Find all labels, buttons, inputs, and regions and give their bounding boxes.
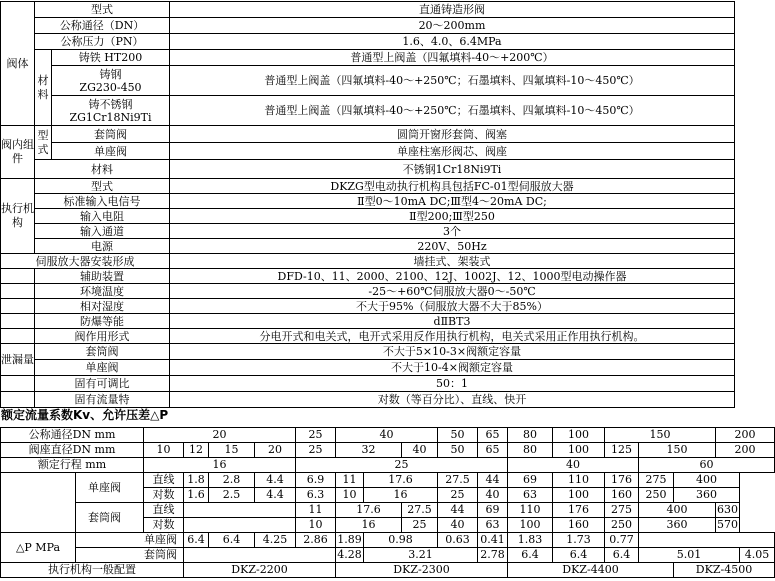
spec-value: 圆筒开窗形套筒、阀塞 <box>170 126 735 143</box>
dp-cell: 1.89 <box>337 533 362 546</box>
spec-value: 单座柱塞形阀芯、阀座 <box>170 143 735 160</box>
sub-type: 型式 <box>35 126 52 160</box>
kv-cell: 27.5 <box>438 473 478 488</box>
blank-cell <box>1 284 35 299</box>
blank-cell <box>1 299 35 314</box>
dp-cell: 1.73 <box>553 533 605 548</box>
blank-cell <box>1 376 35 392</box>
spec-item: 材料 <box>35 160 170 179</box>
seat-cell: 50 <box>438 443 478 458</box>
spec-value: -25～+60℃伺服放大器0～-50℃ <box>170 284 735 299</box>
blank-cell <box>184 518 296 533</box>
spec-table <box>0 1 735 408</box>
seat-cell: 150 <box>639 443 716 458</box>
dp-cell: 0.98 <box>364 533 438 548</box>
kv-cell: 2.5 <box>209 488 255 503</box>
stroke-cell: 25 <box>296 458 508 473</box>
seat-cell: 15 <box>209 443 255 458</box>
flow-section-title: 额定流量系数Kv、允许压差△P <box>1 408 169 422</box>
dn-cell: 80 <box>508 428 553 443</box>
linear-label: 直线 <box>144 503 184 518</box>
single-seat-label: 单座阀 <box>76 473 144 503</box>
group-leakage: 泄漏量 <box>1 344 35 376</box>
stroke-label: 额定行程 mm <box>1 458 144 473</box>
kv-cell: 1.8 <box>184 473 209 488</box>
spec-value: 分电开式和电关式，电开式采用反作用执行机构，电关式采用正作用执行机构。 <box>170 329 735 344</box>
dp-cell: 5.01 <box>639 548 740 563</box>
dp-cell: 4.25 <box>255 533 296 548</box>
spec-value: Ⅱ型200;Ⅲ型250 <box>170 209 735 224</box>
kv-cell: 16 <box>364 488 438 503</box>
spec-value: 不锈钢1Cr18Ni9Ti <box>170 160 735 179</box>
spec-item: 套筒阀 <box>35 344 170 360</box>
kv-cell: 25 <box>402 518 438 533</box>
kv-cell: 69 <box>508 473 553 488</box>
kv-cell: 6.9 <box>296 473 336 488</box>
spec-item: 环境温度 <box>35 284 170 299</box>
dp-cell: 6.4 <box>508 548 553 563</box>
kv-cell: 16 <box>336 518 402 533</box>
dp-label: △P MPa <box>1 533 76 563</box>
seat-cell: 12 <box>184 443 209 458</box>
dp-cell: 6.4 <box>553 548 605 563</box>
linear-label: 直线 <box>144 473 184 488</box>
kv-cell: 100 <box>508 518 553 533</box>
seat-cell: 65 <box>478 443 508 458</box>
kv-cell: 1.6 <box>184 488 209 503</box>
dn-cell: 100 <box>553 428 605 443</box>
stroke-cell: 16 <box>144 458 296 473</box>
actuator-cell: DKZ-2200 <box>184 563 336 578</box>
spec-value: Ⅱ型0～10mA DC;Ⅲ型4～20mA DC; <box>170 194 735 209</box>
spec-item: 公称通径（DN） <box>35 18 170 34</box>
seat-cell: 25 <box>296 443 336 458</box>
dp-single-label: 单座阀 <box>76 533 184 548</box>
spec-value: 对数（等百分比）、直线、快开 <box>170 392 735 408</box>
dn-cell: 200 <box>716 428 775 443</box>
seat-cell: 80 <box>508 443 553 458</box>
spec-item: 防爆等能 <box>35 314 170 329</box>
kv-cell: 44 <box>438 503 478 518</box>
spec-value: 220V、50Hz <box>170 239 735 254</box>
dp-cell: 0.77 <box>605 533 639 548</box>
dn-cell: 50 <box>438 428 478 443</box>
kv-cell: 176 <box>605 473 639 488</box>
flow-table <box>0 427 775 578</box>
blank-cell <box>184 548 336 563</box>
kv-cell: 10 <box>336 488 364 503</box>
kv-cell: 17.6 <box>336 503 402 518</box>
dp-cell: 4.28 <box>337 548 362 561</box>
spec-item: 单座阀 <box>52 143 170 160</box>
seat-label: 阀座直径DN mm <box>1 443 144 458</box>
actuator-label: 执行机构一般配置 <box>1 563 184 578</box>
kv-label-cell <box>1 473 76 533</box>
kv-cell: 25 <box>438 488 478 503</box>
kv-cell: 40 <box>438 518 478 533</box>
spec-item: 型式 <box>35 2 170 18</box>
spec-value: DFD-10、11、2000、2100、12J、1002J、12、1000型电动操作器 <box>170 269 735 284</box>
kv-cell: 44 <box>478 473 508 488</box>
dp-cell: 4.05 <box>740 548 775 563</box>
log-label: 对数 <box>144 518 184 533</box>
dp-cell: 6.4 <box>605 548 639 563</box>
kv-cell: 400 <box>674 473 740 488</box>
spec-value: 1.6、4.0、6.4MPa <box>170 34 735 50</box>
spec-value: 普通型上阀盖（四氟填料-40～+250℃；石墨填料、四氟填料-10～450℃） <box>170 66 735 96</box>
actuator-cell: DKZ-2300 <box>336 563 508 578</box>
stroke-cell: 60 <box>639 458 775 473</box>
spec-item: 型式 <box>35 179 170 194</box>
spec-value: 3个 <box>170 224 735 239</box>
spec-value: DKZG型电动执行机构具包括FC-01型伺服放大器 <box>170 179 735 194</box>
dn-cell: 65 <box>478 428 508 443</box>
kv-cell: 110 <box>553 473 605 488</box>
dp-cell: 2.86 <box>296 533 336 548</box>
kv-cell: 40 <box>478 488 508 503</box>
group-valve-body: 阀体 <box>1 2 35 126</box>
dp-cell: 3.21 <box>364 548 478 563</box>
actuator-cell: DKZ-4400 <box>508 563 674 578</box>
kv-cell: 400 <box>639 503 716 518</box>
spec-item: 固有流量特 <box>35 392 170 408</box>
seat-cell: 200 <box>716 443 775 458</box>
dp-cell: 1.83 <box>508 533 553 548</box>
spec-item: 单座阀 <box>35 360 170 376</box>
blank-cell <box>1 314 35 329</box>
spec-item: 阀作用形式 <box>35 329 170 344</box>
blank-cell <box>1 392 35 408</box>
dp-cell: 6.4 <box>209 533 255 548</box>
seat-cell: 20 <box>255 443 296 458</box>
kv-cell: 11 <box>296 503 336 518</box>
spec-value: 直通铸造形阀 <box>170 2 735 18</box>
kv-cell: 176 <box>553 503 605 518</box>
dp-cell: 0.63 <box>438 533 478 548</box>
kv-cell: 4.4 <box>255 473 296 488</box>
kv-cell: 17.6 <box>364 473 438 488</box>
dp-cell: 0.41 <box>478 533 508 548</box>
seat-cell: 100 <box>553 443 605 458</box>
kv-cell: 2.8 <box>209 473 255 488</box>
spec-item: 铸铁 HT200 <box>52 50 170 66</box>
spec-value: 50：1 <box>170 376 735 392</box>
kv-cell: 250 <box>639 488 674 503</box>
spec-value: 不大于95%（伺服放大器不大于85%） <box>170 299 735 314</box>
spec-item: 伺服放大器安装形成 <box>1 254 170 269</box>
kv-cell: 11 <box>336 473 364 488</box>
group-valve-internals: 阀内组件 <box>1 126 35 179</box>
spec-item: 套筒阀 <box>52 126 170 143</box>
dn-cell: 150 <box>605 428 716 443</box>
dp-cell: 6.4 <box>184 533 209 548</box>
blank-cell <box>184 503 296 518</box>
spec-item: 铸不锈钢 ZG1Cr18Ni9Ti <box>52 96 170 126</box>
kv-cell: 570 <box>717 518 739 531</box>
seat-cell: 40 <box>402 443 438 458</box>
kv-cell: 250 <box>605 518 639 533</box>
kv-cell: 63 <box>478 518 508 533</box>
seat-cell: 32 <box>336 443 402 458</box>
kv-cell: 4.4 <box>255 488 296 503</box>
kv-cell: 6.3 <box>296 488 336 503</box>
kv-cell: 110 <box>508 503 553 518</box>
spec-value: 普通型上阀盖（四氟填料-40～+250℃；石墨填料、四氟填料-10～450℃） <box>170 96 735 126</box>
kv-cell: 10 <box>296 518 336 533</box>
spec-item: 相对湿度 <box>35 299 170 314</box>
dn-cell: 20 <box>144 428 296 443</box>
seat-cell: 10 <box>144 443 184 458</box>
dp-sleeve-label: 套筒阀 <box>76 548 184 563</box>
dn-cell: 25 <box>296 428 336 443</box>
stroke-cell: 40 <box>508 458 639 473</box>
kv-cell: 360 <box>674 488 740 503</box>
kv-cell: 360 <box>639 518 716 533</box>
spec-value: 不大于10-4×阀额定容量 <box>170 360 735 376</box>
spec-item: 输入电阻 <box>35 209 170 224</box>
spec-value: 20～200mm <box>170 18 735 34</box>
blank-cell <box>639 533 775 548</box>
dp-cell: 2.78 <box>478 548 508 563</box>
spec-item: 固有可调比 <box>35 376 170 392</box>
kv-cell: 160 <box>553 518 605 533</box>
kv-cell: 275 <box>639 473 674 488</box>
log-label: 对数 <box>144 488 184 503</box>
dn-cell: 40 <box>336 428 438 443</box>
kv-cell: 27.5 <box>402 503 438 518</box>
spec-item: 标准输入电信号 <box>35 194 170 209</box>
sub-material: 材料 <box>35 50 52 126</box>
spec-item: 铸钢 ZG230-450 <box>52 66 170 96</box>
spec-value: 不大于5×10-3×阀额定容量 <box>170 344 735 360</box>
dn-label: 公称通径DN mm <box>1 428 144 443</box>
seat-cell: 125 <box>605 443 639 458</box>
kv-cell: 275 <box>605 503 639 518</box>
actuator-cell: DKZ-4500 <box>674 563 775 578</box>
spec-item: 电源 <box>35 239 170 254</box>
group-actuator: 执行机构 <box>1 179 35 254</box>
kv-cell: 630 <box>717 503 739 516</box>
blank-cell <box>1 269 35 284</box>
blank-cell <box>1 329 35 344</box>
kv-cell: 100 <box>553 488 605 503</box>
spec-item: 公称压力（PN） <box>35 34 170 50</box>
kv-cell: 69 <box>478 503 508 518</box>
spec-value: 普通型上阀盖（四氟填料-40～+200℃） <box>170 50 735 66</box>
spec-item: 辅助装置 <box>35 269 170 284</box>
spec-value: 墙挂式、架装式 <box>170 254 735 269</box>
kv-cell: 160 <box>605 488 639 503</box>
sleeve-label: 套筒阀 <box>76 503 144 533</box>
kv-cell: 63 <box>508 488 553 503</box>
spec-item: 输入通道 <box>35 224 170 239</box>
spec-value: dⅡBT3 <box>170 314 735 329</box>
